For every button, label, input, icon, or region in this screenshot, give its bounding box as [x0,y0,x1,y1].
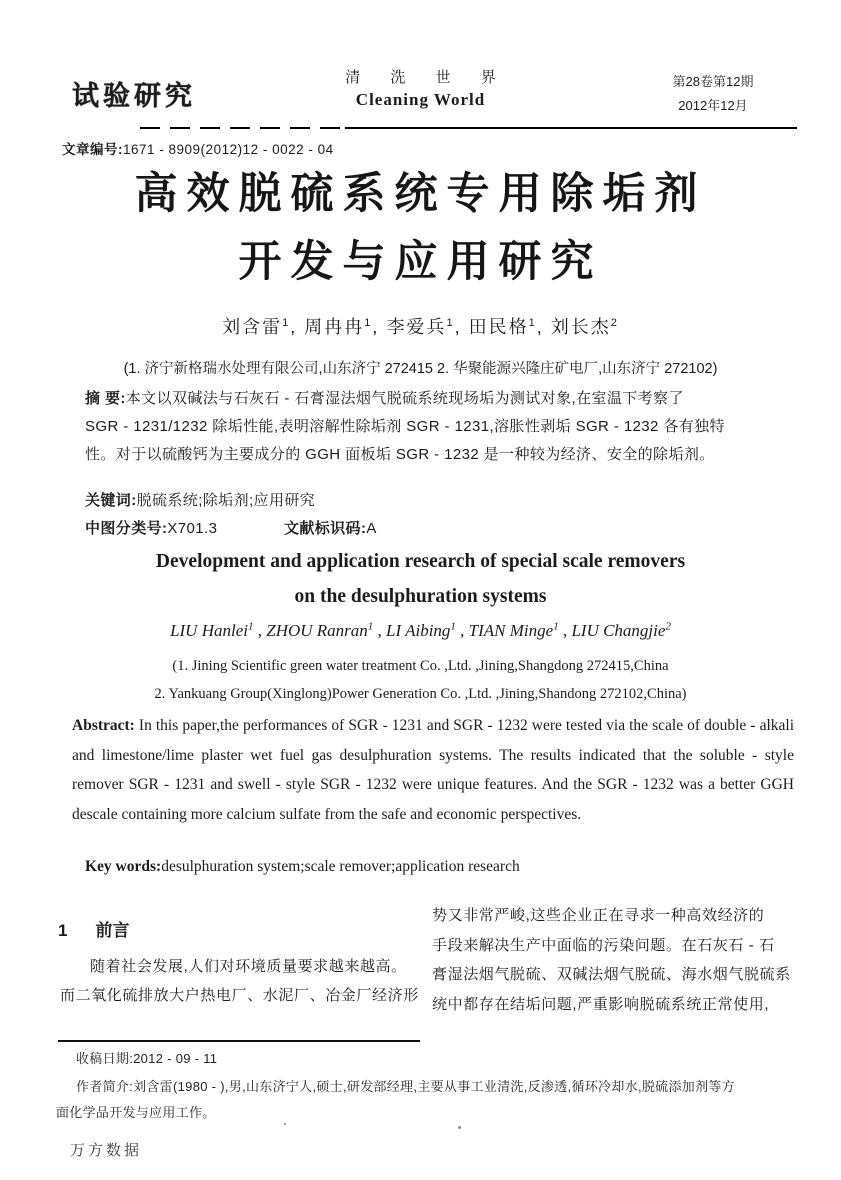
volume-issue: 第28卷第12期 [672,74,754,89]
article-title-en-line1: Development and application research of special scale removers [155,551,686,572]
affiliation-en-line1: (1. Jining Scientific green water treatment Co. ,Ltd. ,Jining,Shangdong 272415,China [172,658,669,674]
authors-en [0,620,841,641]
author-en: TIAN Minge$^1$ , [468,620,568,640]
journal-name-en: Cleaning World [355,90,486,109]
abstract-en-text: In this paper,the performances of SGR - 1231 and SGR - 1232 were tested via the scale of double - alkali and limestone/lime plaster wet fuel gas desulphuration systems. The results indicated that the soluble - style remover SGR - 1231 and swell - style SGR - 1232 were unique features. And the SGR - 1232 was a better GGH descale containing more calcium sulfate from the safe and economic perspectives. [72,717,795,823]
body-column-left [60,952,424,1010]
keywords-en-text: desulphuration system;scale remover;application research [161,858,520,875]
body-right-line4: 统中都存在结垢问题,严重影响脱硫系统正常使用, [432,995,770,1013]
author-cn: 田民格$^1$, [468,317,544,337]
keywords-cn-label: 关键词: [85,492,137,509]
article-title-cn-line2: 开发与应用研究 [238,238,603,286]
keywords-en-line [85,858,520,876]
author-en: LIU Hanlei$^1$ , [170,620,262,640]
abstract-cn [85,385,779,469]
author-en: ZHOU Ranran$^1$ , [266,620,382,640]
body-right-line1: 势又非常严峻,这些企业正在寻求一种高效经济的 [432,907,765,924]
doc-code-label: 文献标识码: [283,520,367,537]
journal-name-cn: 清 洗 世 界 [345,69,509,86]
author-cn: 李爱兵$^1$, [386,317,462,337]
clc-value: X701.3 [167,520,218,537]
abstract-cn-line2: SGR - 1231/1232 除垢性能,表明溶解性除垢剂 SGR - 1231,溶胀性剥垢 SGR - 1232 各有独特 [85,418,725,435]
section-heading [58,916,129,941]
abstract-en-label: Abstract: [72,717,135,734]
author-bio-line2: 面化学品开发与应用工作。 [56,1105,216,1120]
author-en: LI Aibing$^1$ , [386,620,465,640]
affiliation-cn: (1. 济宁新格瑞水处理有限公司,山东济宁 272415 2. 华聚能源兴隆庄矿电厂,山东济宁 272102) [123,361,718,377]
author-cn: 周冉冉$^1$, [304,317,380,337]
column-logo: 试验研究 [72,81,196,111]
body-right-line3: 膏湿法烟气脱硫、双碱法烟气脱硫、海水烟气脱硫系 [432,966,791,983]
author-bio-label: 作者简介: [76,1079,134,1094]
scan-speck [458,1126,461,1129]
received-date-label: 收稿日期: [76,1051,134,1066]
abstract-en [72,711,794,829]
clc-line [85,517,377,538]
authors-cn [0,313,841,339]
body-column-right [432,901,804,1019]
doc-code-value: A [366,520,377,537]
abstract-cn-line3: 性。对于以硫酸钙为主要成分的 GGH 面板垢 SGR - 1232 是一种较为经济、安全的除垢剂。 [85,446,715,463]
abstract-cn-label: 摘 要: [85,390,126,407]
body-left-line1: 随着社会发展,人们对环境质量要求越来越高。 [90,958,407,975]
scan-speck [284,1123,286,1125]
header-rule-solid [345,127,797,129]
received-date-line [76,1048,217,1067]
header-rule-dashed [140,127,342,129]
issue-info-block [648,70,778,118]
article-number-value: 1671 - 8909(2012)12 - 0022 - 04 [123,142,334,157]
received-date-value: 2012 - 09 - 11 [133,1051,218,1066]
affiliation-en-line2: 2. Yankuang Group(Xinglong)Power Generation Co. ,Ltd. ,Jining,Shandong 272102,China) [154,686,687,702]
section-number: 1 [58,921,68,940]
author-cn: 刘长杰$^2$ [550,317,619,337]
keywords-en-label: Key words: [85,858,162,875]
article-number-line [62,138,334,158]
abstract-cn-line1: 摘 要:本文以双碱法与石灰石 - 石膏湿法烟气脱硫系统现场垢为测试对象,在室温下考察了 [85,390,684,407]
clc-label: 中图分类号: [85,520,168,537]
article-number-label: 文章编号: [62,142,123,157]
keywords-cn-text: 脱硫系统;除垢剂;应用研究 [136,492,316,509]
wanfang-watermark: 万方数据 [70,1142,143,1159]
issue-date: 2012年12月 [678,98,748,113]
author-en: LIU Changjie$^2$ [571,620,671,640]
keywords-cn-line [85,489,315,510]
article-title-cn-line1: 高效脱硫系统专用除垢剂 [134,170,707,218]
body-right-line2: 手段来解决生产中面临的污染问题。在石灰石 - 石 [432,936,775,954]
author-bio-line1: 作者简介:刘含雷(1980 - ),男,山东济宁人,硕士,研发部经理,主要从事工业清洗,反渗透,循环冷却水,脱硫添加剂等方 [76,1079,735,1094]
footnote-rule [58,1040,420,1042]
article-title-en-line2: on the desulphuration systems [294,586,547,607]
body-left-line2: 而二氧化硫排放大户热电厂、水泥厂、冶金厂经济形 [60,987,419,1004]
section-title: 前言 [95,921,130,940]
author-cn: 刘含雷$^1$, [222,317,298,337]
